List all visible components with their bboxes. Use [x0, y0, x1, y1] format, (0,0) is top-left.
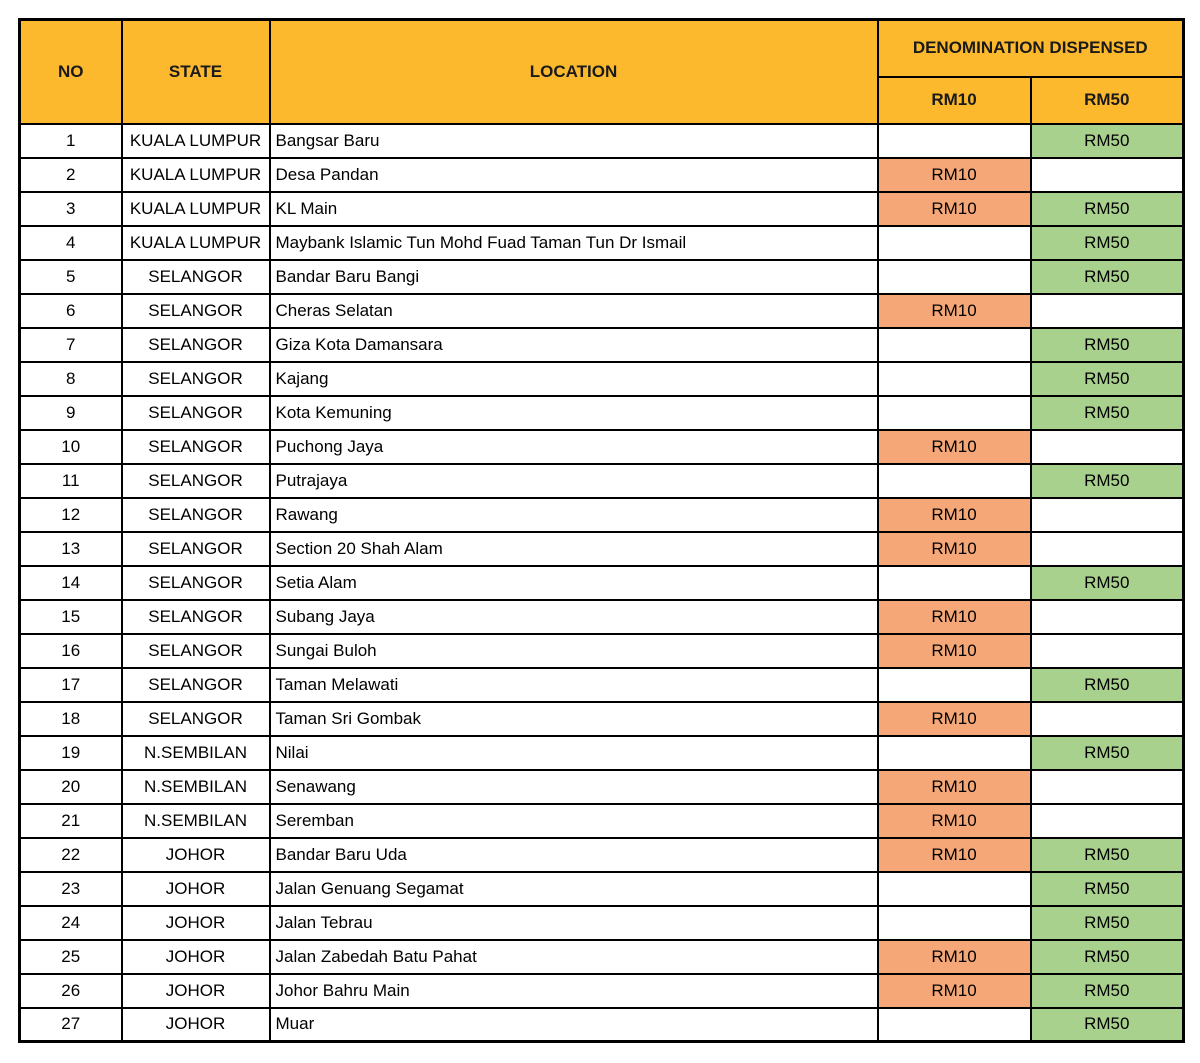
- row-number: 21: [20, 804, 122, 838]
- table-row: [20, 1008, 1184, 1042]
- rm10-cell: RM10: [878, 634, 1031, 668]
- rm10-cell: [878, 362, 1031, 396]
- row-state: SELANGOR: [122, 634, 270, 668]
- row-location: Puchong Jaya: [270, 430, 878, 464]
- row-number: 16: [20, 634, 122, 668]
- rm50-cell: [1031, 158, 1184, 192]
- row-number: 5: [20, 260, 122, 294]
- row-state: SELANGOR: [122, 294, 270, 328]
- rm10-cell: [878, 906, 1031, 940]
- rm50-cell: RM50: [1031, 566, 1184, 600]
- rm10-cell: RM10: [878, 600, 1031, 634]
- rm10-cell: RM10: [878, 192, 1031, 226]
- row-number: 10: [20, 430, 122, 464]
- table-row: [20, 668, 1184, 702]
- rm50-cell: RM50: [1031, 226, 1184, 260]
- row-state: N.SEMBILAN: [122, 736, 270, 770]
- table-row: [20, 838, 1184, 872]
- rm50-cell: [1031, 532, 1184, 566]
- table-row: [20, 974, 1184, 1008]
- row-location: Kajang: [270, 362, 878, 396]
- row-location: Section 20 Shah Alam: [270, 532, 878, 566]
- table-row: [20, 634, 1184, 668]
- table-row: [20, 804, 1184, 838]
- table-row: [20, 124, 1184, 158]
- row-location: Rawang: [270, 498, 878, 532]
- rm10-cell: [878, 668, 1031, 702]
- table-row: [20, 702, 1184, 736]
- rm50-cell: [1031, 294, 1184, 328]
- table-header: [20, 20, 1184, 124]
- header-denomination-group: DENOMINATION DISPENSED: [878, 20, 1184, 77]
- row-number: 20: [20, 770, 122, 804]
- row-number: 11: [20, 464, 122, 498]
- row-state: SELANGOR: [122, 328, 270, 362]
- rm10-cell: [878, 124, 1031, 158]
- row-number: 9: [20, 396, 122, 430]
- rm10-cell: [878, 396, 1031, 430]
- rm10-cell: RM10: [878, 940, 1031, 974]
- row-number: 2: [20, 158, 122, 192]
- row-number: 1: [20, 124, 122, 158]
- row-location: Giza Kota Damansara: [270, 328, 878, 362]
- rm10-cell: [878, 736, 1031, 770]
- row-number: 4: [20, 226, 122, 260]
- rm50-cell: RM50: [1031, 906, 1184, 940]
- row-number: 22: [20, 838, 122, 872]
- rm50-cell: [1031, 702, 1184, 736]
- table-row: [20, 226, 1184, 260]
- rm50-cell: [1031, 600, 1184, 634]
- row-location: Jalan Tebrau: [270, 906, 878, 940]
- row-location: Cheras Selatan: [270, 294, 878, 328]
- row-location: Maybank Islamic Tun Mohd Fuad Taman Tun Dr Ismail: [270, 226, 878, 260]
- row-state: KUALA LUMPUR: [122, 226, 270, 260]
- row-location: Taman Sri Gombak: [270, 702, 878, 736]
- header-no: NO: [20, 20, 122, 124]
- row-number: 15: [20, 600, 122, 634]
- rm50-cell: RM50: [1031, 192, 1184, 226]
- rm10-cell: RM10: [878, 430, 1031, 464]
- table-row: [20, 396, 1184, 430]
- row-location: Taman Melawati: [270, 668, 878, 702]
- table-row: [20, 192, 1184, 226]
- row-state: KUALA LUMPUR: [122, 158, 270, 192]
- table-row: [20, 498, 1184, 532]
- rm50-cell: RM50: [1031, 872, 1184, 906]
- header-location: LOCATION: [270, 20, 878, 124]
- row-location: Jalan Zabedah Batu Pahat: [270, 940, 878, 974]
- row-state: SELANGOR: [122, 702, 270, 736]
- row-state: SELANGOR: [122, 600, 270, 634]
- row-state: SELANGOR: [122, 668, 270, 702]
- rm50-cell: [1031, 634, 1184, 668]
- row-location: Bandar Baru Bangi: [270, 260, 878, 294]
- row-state: SELANGOR: [122, 430, 270, 464]
- row-number: 17: [20, 668, 122, 702]
- table-row: [20, 872, 1184, 906]
- table-row: [20, 906, 1184, 940]
- rm10-cell: [878, 872, 1031, 906]
- rm10-cell: [878, 260, 1031, 294]
- row-number: 18: [20, 702, 122, 736]
- row-state: SELANGOR: [122, 396, 270, 430]
- row-state: SELANGOR: [122, 532, 270, 566]
- row-state: JOHOR: [122, 940, 270, 974]
- header-state: STATE: [122, 20, 270, 124]
- rm50-cell: RM50: [1031, 124, 1184, 158]
- row-number: 14: [20, 566, 122, 600]
- table-body: [20, 124, 1184, 1042]
- row-location: Muar: [270, 1008, 878, 1042]
- row-location: KL Main: [270, 192, 878, 226]
- rm10-cell: RM10: [878, 838, 1031, 872]
- table-row: [20, 294, 1184, 328]
- table-row: [20, 158, 1184, 192]
- rm10-cell: [878, 566, 1031, 600]
- row-location: Jalan Genuang Segamat: [270, 872, 878, 906]
- row-state: N.SEMBILAN: [122, 804, 270, 838]
- row-state: JOHOR: [122, 906, 270, 940]
- rm50-cell: RM50: [1031, 396, 1184, 430]
- rm10-cell: [878, 226, 1031, 260]
- row-number: 27: [20, 1008, 122, 1042]
- rm50-cell: [1031, 430, 1184, 464]
- rm10-cell: RM10: [878, 532, 1031, 566]
- row-number: 25: [20, 940, 122, 974]
- header-rm10: RM10: [878, 77, 1031, 124]
- rm10-cell: [878, 328, 1031, 362]
- rm10-cell: RM10: [878, 294, 1031, 328]
- rm50-cell: RM50: [1031, 974, 1184, 1008]
- rm10-cell: RM10: [878, 770, 1031, 804]
- row-state: SELANGOR: [122, 566, 270, 600]
- row-state: JOHOR: [122, 974, 270, 1008]
- row-location: Kota Kemuning: [270, 396, 878, 430]
- row-location: Sungai Buloh: [270, 634, 878, 668]
- rm10-cell: [878, 1008, 1031, 1042]
- rm10-cell: RM10: [878, 974, 1031, 1008]
- row-number: 24: [20, 906, 122, 940]
- rm50-cell: RM50: [1031, 940, 1184, 974]
- rm50-cell: RM50: [1031, 838, 1184, 872]
- row-number: 6: [20, 294, 122, 328]
- table-row: [20, 260, 1184, 294]
- row-state: KUALA LUMPUR: [122, 124, 270, 158]
- table-row: [20, 566, 1184, 600]
- table-row: [20, 770, 1184, 804]
- row-state: SELANGOR: [122, 464, 270, 498]
- rm10-cell: RM10: [878, 804, 1031, 838]
- rm50-cell: RM50: [1031, 668, 1184, 702]
- atm-denomination-table: [18, 18, 1185, 1043]
- row-number: 12: [20, 498, 122, 532]
- row-location: Senawang: [270, 770, 878, 804]
- rm50-cell: RM50: [1031, 464, 1184, 498]
- table-row: [20, 940, 1184, 974]
- row-location: Subang Jaya: [270, 600, 878, 634]
- table-row: [20, 736, 1184, 770]
- table-row: [20, 532, 1184, 566]
- rm50-cell: [1031, 770, 1184, 804]
- table-row: [20, 362, 1184, 396]
- table-row: [20, 430, 1184, 464]
- rm10-cell: [878, 464, 1031, 498]
- row-state: SELANGOR: [122, 362, 270, 396]
- row-number: 8: [20, 362, 122, 396]
- rm50-cell: RM50: [1031, 328, 1184, 362]
- rm50-cell: RM50: [1031, 1008, 1184, 1042]
- rm50-cell: [1031, 804, 1184, 838]
- row-state: KUALA LUMPUR: [122, 192, 270, 226]
- table-row: [20, 464, 1184, 498]
- row-number: 26: [20, 974, 122, 1008]
- row-location: Johor Bahru Main: [270, 974, 878, 1008]
- table-row: [20, 328, 1184, 362]
- rm50-cell: RM50: [1031, 362, 1184, 396]
- row-location: Bandar Baru Uda: [270, 838, 878, 872]
- row-state: JOHOR: [122, 838, 270, 872]
- row-number: 3: [20, 192, 122, 226]
- row-state: N.SEMBILAN: [122, 770, 270, 804]
- rm10-cell: RM10: [878, 158, 1031, 192]
- row-location: Nilai: [270, 736, 878, 770]
- header-rm50: RM50: [1031, 77, 1184, 124]
- row-number: 23: [20, 872, 122, 906]
- row-state: JOHOR: [122, 872, 270, 906]
- row-location: Seremban: [270, 804, 878, 838]
- row-state: SELANGOR: [122, 260, 270, 294]
- rm10-cell: RM10: [878, 498, 1031, 532]
- row-location: Putrajaya: [270, 464, 878, 498]
- rm50-cell: RM50: [1031, 736, 1184, 770]
- row-number: 7: [20, 328, 122, 362]
- row-location: Setia Alam: [270, 566, 878, 600]
- row-number: 13: [20, 532, 122, 566]
- rm50-cell: [1031, 498, 1184, 532]
- row-location: Desa Pandan: [270, 158, 878, 192]
- rm10-cell: RM10: [878, 702, 1031, 736]
- row-location: Bangsar Baru: [270, 124, 878, 158]
- table-row: [20, 600, 1184, 634]
- row-state: JOHOR: [122, 1008, 270, 1042]
- row-number: 19: [20, 736, 122, 770]
- rm50-cell: RM50: [1031, 260, 1184, 294]
- row-state: SELANGOR: [122, 498, 270, 532]
